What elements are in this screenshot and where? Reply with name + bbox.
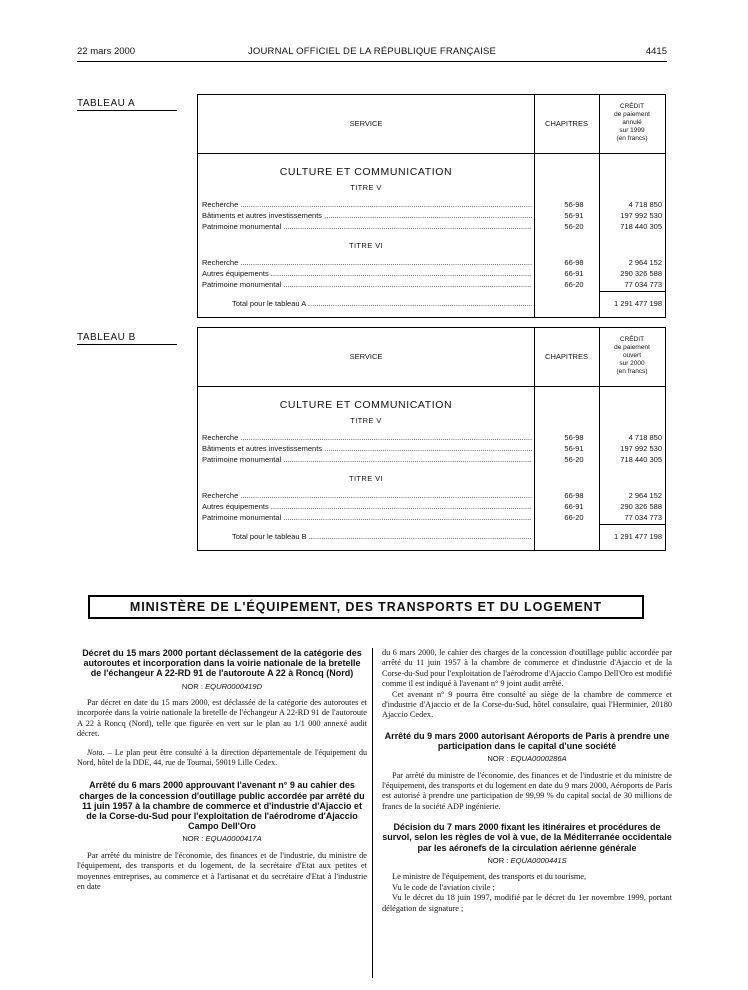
tableau-b: SERVICE CHAPITRES CRÉDIT de paiement ouvert sur 2000 (en francs) CULTURE ET COMMUNICATION TITRE V Recherche ..... 56-98 4 718 850 Bâtiments et autres investissements ..... 56-91 197 992 530 Patrimoine monumental ..... 56-20 718 440 305 TITRE VI Recherche ..... 66-98 2 964 152 Autres équipements ..... 66-91 290 326 588 Patrimoine monumental ..... 66-20 77 034 773 Total pour le tableau B ..... 1 291 477 198 (197, 327, 666, 551)
left-column (77, 648, 367, 893)
titre-vi: TITRE VI (348, 474, 384, 483)
nor-reference: NOR : EQUR0000419D (181, 681, 263, 691)
col-chapitres: CHAPITRES (545, 352, 588, 361)
article-title: Arrêté du 6 mars 2000 approuvant l'avenant n° 9 au cahier des charges de la concession d'outillage public accordée par arrêté du 11 juin 1957 à la chambre de commerce et d'industrie d'Ajaccio et de la Corse-du-Sud pour l'exploitation de l'aérodrome d'Ajaccio Campo Dell'Oro (79, 780, 365, 832)
header-rule (77, 61, 667, 62)
paragraph: Le ministre de l'équipement, des transports et du tourisme, (392, 872, 587, 882)
paragraph: Vu le décret du 18 juin 1997, modifié par le décret du 1er novembre 1999, portant délégation de signature ; (382, 893, 672, 913)
nor-reference: NOR : EQUA0000441S (487, 855, 567, 865)
nor-reference: NOR : EQUA0000417A (182, 834, 262, 844)
tableau-a-label: TABLEAU A (77, 98, 177, 111)
page-number: 4415 (645, 46, 667, 57)
titre-vi: TITRE VI (348, 241, 384, 250)
journal-title: JOURNAL OFFICIEL DE LA RÉPUBLIQUE FRANÇAISE (247, 46, 497, 57)
article-title: Décision du 7 mars 2000 fixant les itinéraires et procédures de survol, selon les règles de vol à vue, de la Méditerranée occidentale par les aéronefs de la circulation aérienne générale (382, 822, 672, 853)
tableau-a: SERVICE CHAPITRES CRÉDIT de paiement annulé sur 1999 (en francs) CULTURE ET COMMUNICATION TITRE V Recherche ..... 56-98 4 718 850 Bâtiments et autres investissements ..... 56-91 197 992 530 Patrimoine monumental ..... 56-20 718 440 305 TITRE VI Recherche ..... 66-98 2 964 152 Autres équipements ..... 66-91 290 326 588 Patrimoine monumental ..... 66-20 77 034 773 Total pour le tableau A ..... 1 291 477 198 (197, 94, 666, 318)
column-divider (372, 648, 373, 978)
nota: Nota. – Le plan peut être consulté à la direction départementale de l'équipement du Nord, hôtel de la DDE, 44, rue de Tournai, 59019 Lille Cedex. (77, 747, 367, 768)
article-title: Arrêté du 9 mars 2000 autorisant Aéroports de Paris à prendre une participation dans le capital d'une société (384, 730, 670, 752)
titre-v: TITRE V (350, 183, 382, 192)
col-credit: CRÉDIT de paiement annulé sur 1999 (en francs) (614, 103, 650, 142)
paragraph: Vu le code de l'aviation civile ; (392, 882, 495, 892)
paragraph: Cet avenant n° 9 pourra être consulté au siège de la chambre de commerce et d'industrie d'Ajaccio et de la Corse-du-Sud, hôtel consulaire, quai l'Herminier, 20180 Ajaccio Cedex. (382, 689, 672, 720)
section-title: CULTURE ET COMMUNICATION (279, 166, 453, 178)
paragraph: Par arrêté du ministre de l'économie, des finances et de l'industrie, du ministre de l'équipement, des transports et du logement, de la secrétaire d'Etat aux petites et moyennes entreprises, au commerce et à l'artisanat et du secrétaire d'Etat à l'industrie en date (77, 850, 367, 892)
paragraph: Par arrêté du ministre de l'économie, des finances et de l'industrie et du ministre de l'équipement, des transports et du logement en date du 9 mars 2000, Aéroports de Paris est autorisé à prendre une participation de 99,99 % du capital social de 30 millions de francs de la société ADP ingénierie. (382, 770, 672, 811)
ministry-banner: MINISTÈRE DE L'ÉQUIPEMENT, DES TRANSPORTS ET DU LOGEMENT (88, 595, 644, 619)
article-title: Décret du 15 mars 2000 portant déclassement de la catégorie des autoroutes et incorporation dans la voirie nationale de la bretelle de l'échangeur A 22-RD 91 de l'autoroute A 22 à Roncq (Nord) (82, 648, 362, 679)
col-service: SERVICE (349, 352, 383, 361)
right-column (382, 648, 672, 914)
paragraph: du 6 mars 2000, le cahier des charges de la concession d'outillage public accordée par arrêté du 11 juin 1957 à la chambre de commerce et d'industrie d'Ajaccio et de la Corse-du-Sud pour l'exploitation de l'aérodrome d'Ajaccio Campo Dell'Oro est modifié comme il est indiqué à l'avenant n° 9 joint audit arrêté. (382, 648, 672, 689)
col-service: SERVICE (349, 119, 383, 128)
section-title: CULTURE ET COMMUNICATION (279, 399, 453, 411)
col-chapitres: CHAPITRES (545, 119, 588, 128)
paragraph: Par décret en date du 15 mars 2000, est déclassée de la catégorie des autoroutes et incorporée dans la voirie nationale la bretelle de l'échangeur A 22-RD 91 de l'autoroute A 22 à Roncq (Nord), telle que figurée en vert sur le plan au 1/1 000 annexé audit décret. (77, 698, 367, 739)
tableau-b-label: TABLEAU B (77, 332, 177, 345)
page-header (77, 46, 667, 60)
col-credit: CRÉDIT de paiement ouvert sur 2000 (en francs) (614, 336, 650, 375)
titre-v: TITRE V (350, 416, 382, 425)
issue-date: 22 mars 2000 (77, 46, 136, 57)
nor-reference: NOR : EQUA0000286A (487, 754, 567, 764)
